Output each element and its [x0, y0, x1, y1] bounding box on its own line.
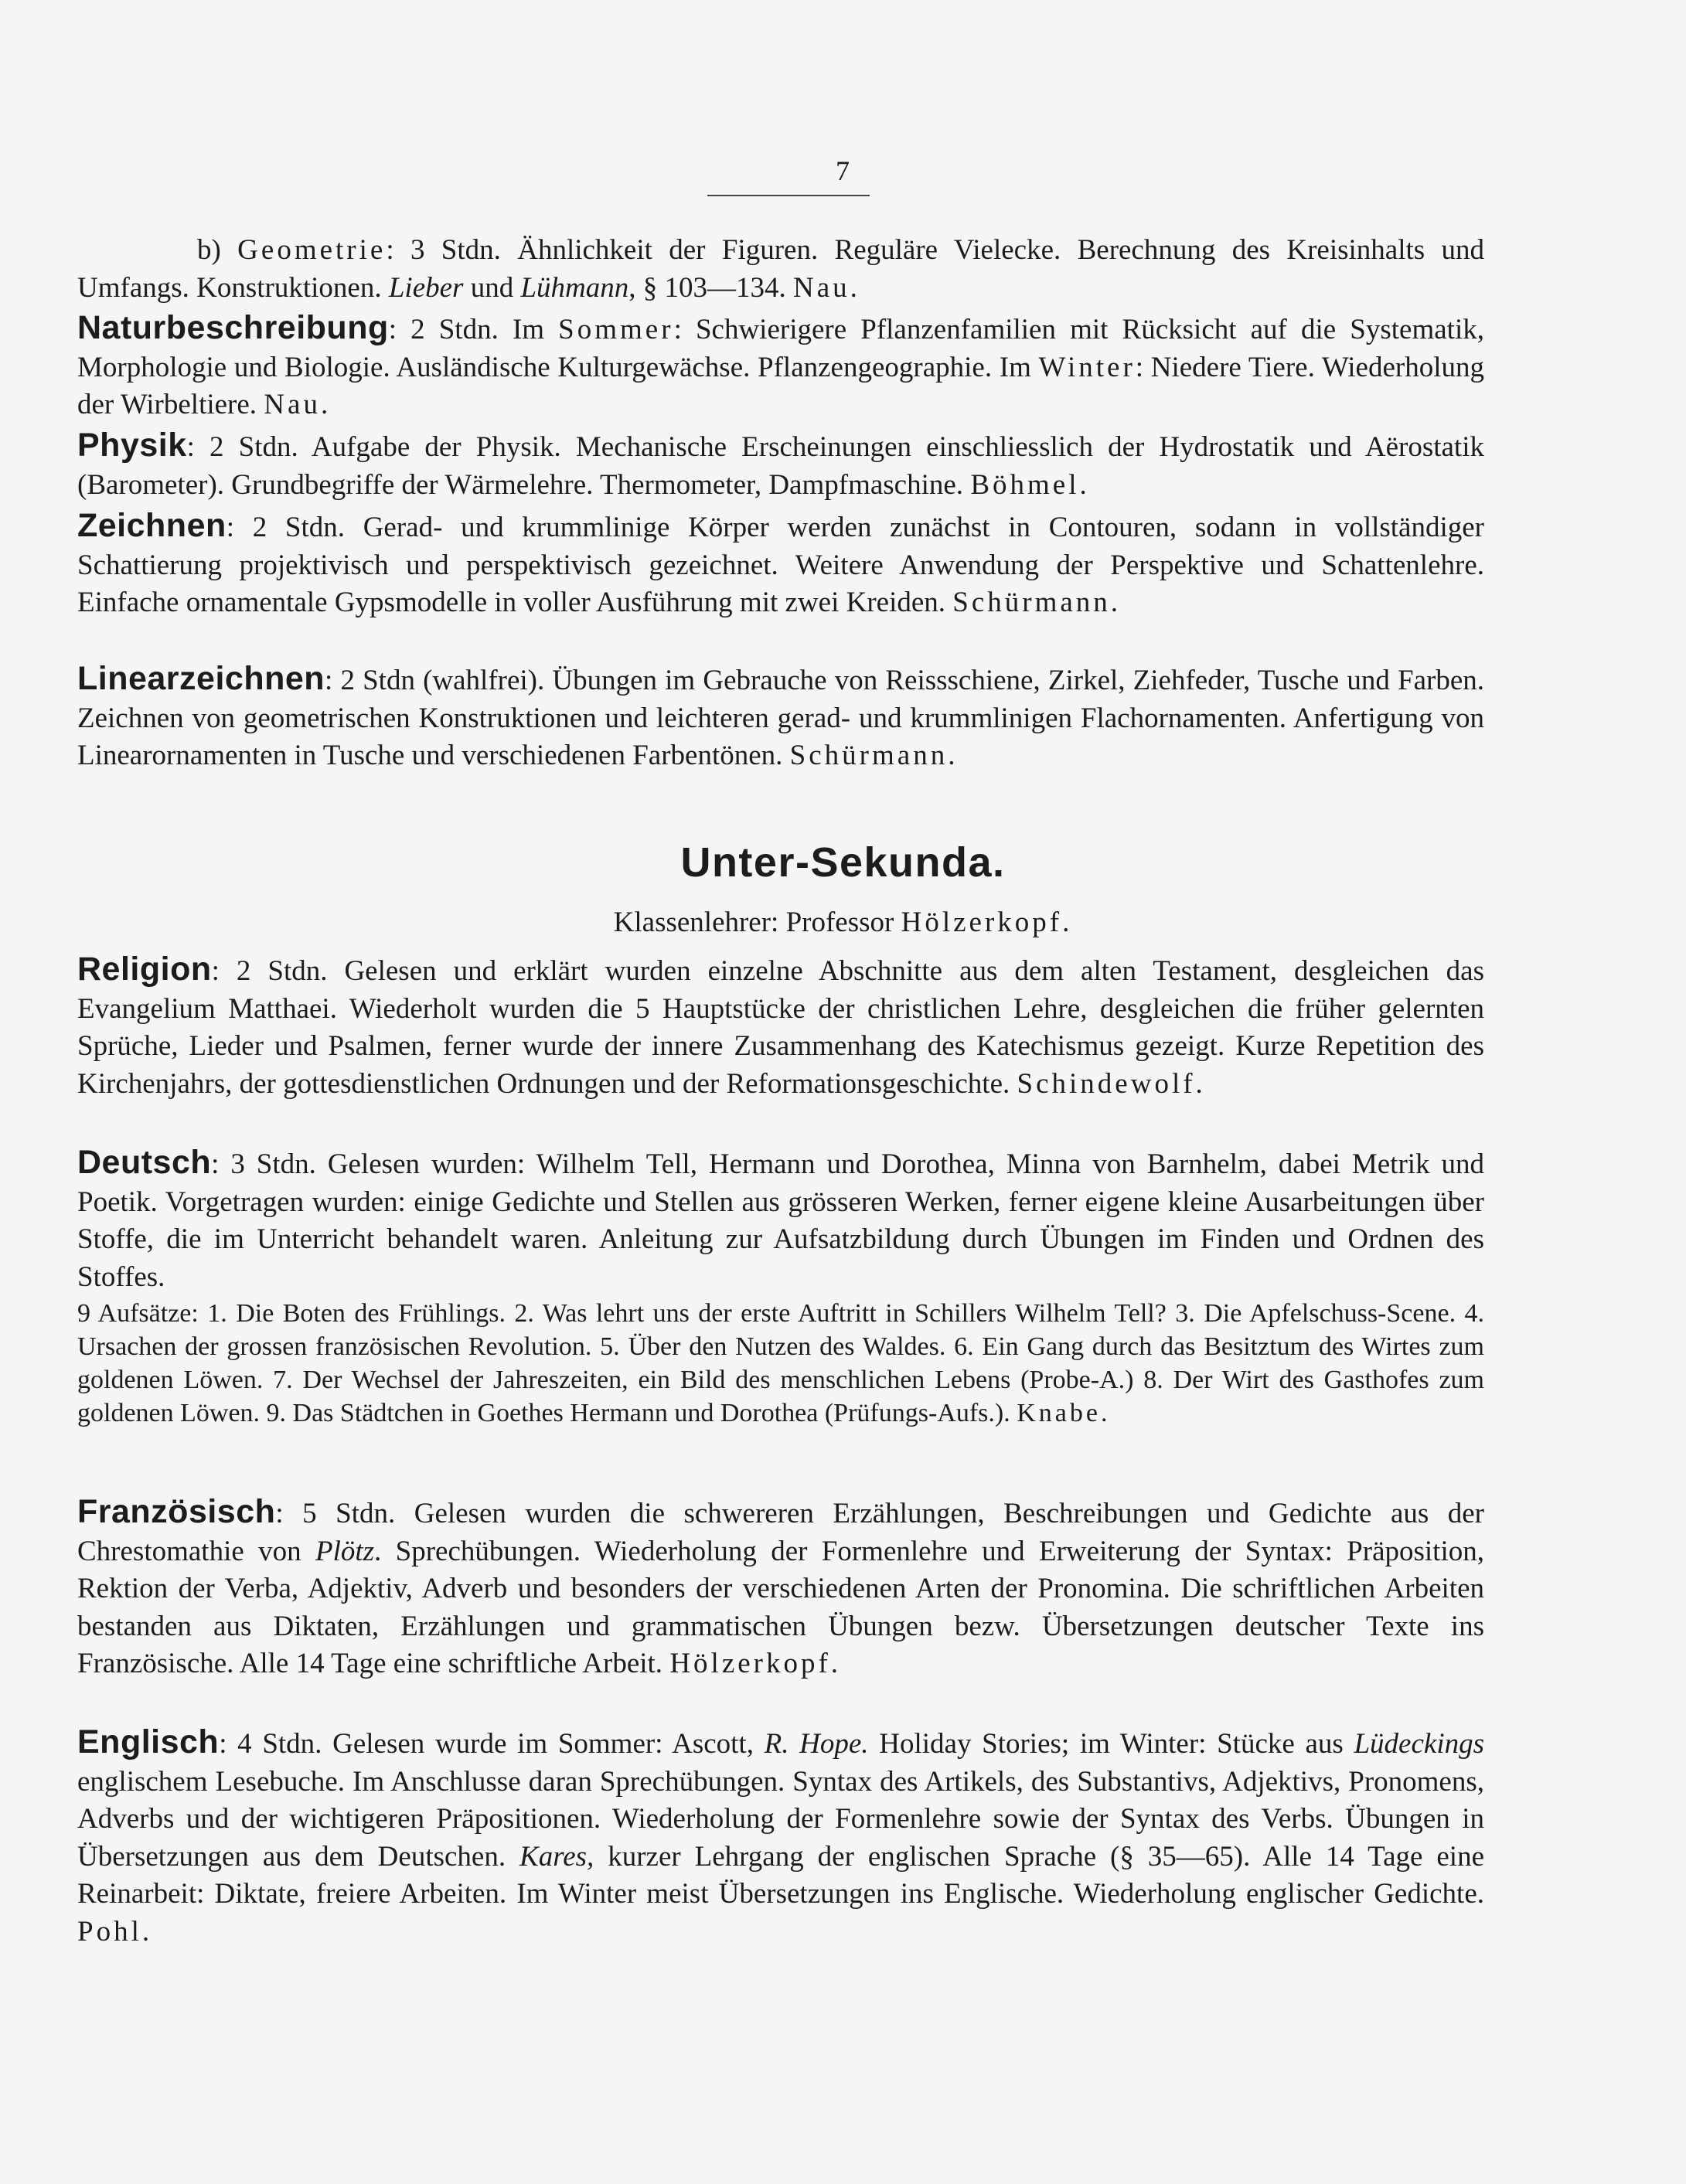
- englisch-text-2: Holiday Stories; im Winter: Stücke aus: [868, 1728, 1354, 1760]
- zeichnen-text: : 2 Stdn. Gerad- und krummlinige Körper werden zunächst in Contouren, sodann in vollständiger Schattierung projektivisch und perspektivisch gezeichnet. Weitere Anwendung der Perspektive und Schattenlehre. Einfache ornamentale Gypsmodelle in voller Ausführung mit zwei Kreiden.: [77, 512, 1484, 618]
- physik-text: : 2 Stdn. Aufgabe der Physik. Mechanische Erscheinungen einschliesslich der Hydrostatik und Aërostatik (Barometer). Grundbegriffe der Wärmelehre. Thermometer, Dampfmaschine.: [77, 431, 1484, 501]
- naturbeschreibung-text: : 2 Stdn. Im: [388, 314, 559, 345]
- section-title: Unter-Sekunda.: [680, 839, 1006, 886]
- klassenlehrer-line: [0, 906, 1686, 939]
- englisch-text-4: kurzer Lehrgang der englischen Sprache (§ 35—65). Alle 14 Tage eine Reinarbeit: Diktate, freiere Arbeiten. Im Winter meist Übersetzungen ins Englische. Wiederholung englischer Gedichte.: [77, 1840, 1485, 1910]
- geometrie-label: Geometrie: [237, 234, 387, 266]
- naturbeschreibung-paragraph: [77, 309, 1484, 424]
- linearzeichnen-label: Linearzeichnen: [77, 660, 325, 697]
- physik-label: Physik: [77, 427, 187, 464]
- physik-paragraph: [77, 427, 1484, 504]
- klassenlehrer-name: Hölzerkopf.: [901, 907, 1073, 938]
- deutsch-text: : 3 Stdn. Gelesen wurden: Wilhelm Tell, Hermann und Dorothea, Minna von Barnhelm, dabei Metrik und Poetik. Vorgetragen wurden: einige Gedichte und Stellen aus grösseren Werken, ferner eigene kleine Ausarbeitungen über Stoffe, die im Unterricht behandelt waren. Anleitung zur Aufsatzbildung durch Übungen im Finden und Ordnen des Stoffes.: [77, 1148, 1484, 1293]
- franzoesisch-book-ploetz: Plötz: [315, 1535, 375, 1567]
- religion-teacher: Schindewolf.: [1017, 1067, 1206, 1100]
- linearzeichnen-paragraph: [77, 660, 1484, 775]
- englisch-paragraph: [77, 1723, 1484, 1951]
- naturbeschreibung-winter: Winter: [1038, 351, 1136, 383]
- englisch-book-hope: R. Hope.: [764, 1728, 869, 1760]
- religion-paragraph: [77, 951, 1484, 1103]
- englisch-label: Englisch: [77, 1723, 220, 1760]
- naturbeschreibung-text-3: : Niedere Tiere. Wiederholung der Wirbeltiere.: [77, 351, 1484, 420]
- page-number: 7: [836, 155, 850, 186]
- deutsch-label: Deutsch: [77, 1144, 212, 1181]
- naturbeschreibung-sommer: Sommer: [558, 314, 674, 345]
- geometrie-paragraph: [77, 232, 1484, 307]
- deutsch-paragraph: [77, 1144, 1484, 1296]
- franzoesisch-label: Französisch: [77, 1493, 276, 1530]
- zeichnen-teacher: Schürmann.: [952, 587, 1122, 618]
- englisch-book-kares: Kares,: [519, 1840, 594, 1873]
- geometrie-teacher: Nau.: [793, 271, 860, 304]
- englisch-teacher: Pohl.: [77, 1915, 153, 1948]
- religion-text: : 2 Stdn. Gelesen und erklärt wurden einzelne Abschnitte aus dem alten Testament, desgleichen das Evangelium Matthaei. Wiederholt wurden die 5 Hauptstücke der christlichen Lehre, desgleichen die früher gelernten Sprüche, Lieder und Psalmen, ferner wurde der innere Zusammenhang des Katechismus gezeigt. Kurze Repetition des Kirchenjahrs, der gottesdienstlichen Ordnungen und der Reformationsgeschichte.: [77, 955, 1484, 1100]
- geometrie-text-end: , § 103—134.: [628, 271, 786, 304]
- geometrie-mid: und: [463, 271, 521, 304]
- deutsch-aufsaetze-list: 9 Aufsätze: 1. Die Boten des Frühlings. 2. Was lehrt uns der erste Auftritt in Schillers Wilhelm Tell? 3. Die Apfelschuss-Scene. 4. Ursachen der grossen französischen Revolution. 5. Über den Nutzen des Waldes. 6. Ein Gang durch das Besitztum des Wirtes zum goldenen Löwen. 7. Der Wechsel der Jahreszeiten, ein Bild des menschlichen Lebens (Probe-A.) 8. Der Wirt des Gasthofes zum goldenen Löwen. 9. Das Städtchen in Goethes Hermann und Dorothea (Prüfungs-Aufs.).: [77, 1299, 1484, 1427]
- physik-teacher: Böhmel.: [970, 468, 1090, 501]
- geometrie-lead: b): [197, 234, 238, 266]
- franzoesisch-text-2: . Sprechübungen. Wiederholung der Formenlehre und Erweiterung der Syntax: Präposition, Rektion der Verba, Adjektiv, Adverb und besonders der verschiedenen Arten der Pronomina. Die schriftlichen Arbeiten bestanden aus Diktaten, Erzählungen und grammatischen Übungen bezw. Übersetzungen deutscher Texte ins Französische. Alle 14 Tage eine schriftliche Arbeit.: [77, 1535, 1484, 1679]
- franzoesisch-teacher: Hölzerkopf.: [669, 1648, 842, 1679]
- deutsch-aufsaetze: [77, 1297, 1484, 1430]
- zeichnen-label: Zeichnen: [77, 507, 227, 544]
- page-number-rule: [707, 195, 870, 196]
- franzoesisch-text: : 5 Stdn. Gelesen wurden die schwereren Erzählungen, Beschreibungen und Gedichte aus der Chrestomathie von: [77, 1498, 1484, 1567]
- naturbeschreibung-text-2: : Schwierigere Pflanzenfamilien mit Rücksicht auf die Systematik, Morphologie und Biologie. Ausländische Kulturgewächse. Pflanzengeographie. Im: [77, 314, 1484, 383]
- geometrie-book-lieber: Lieber: [388, 271, 464, 304]
- linearzeichnen-teacher: Schürmann.: [789, 740, 959, 771]
- linearzeichnen-text: : 2 Stdn (wahlfrei). Übungen im Gebrauche von Reissschiene, Zirkel, Ziehfeder, Tusche und Farben. Zeichnen von geometrischen Konstruktionen und leichteren gerad- und krummlinigen Flachornamenten. Anfertigung von Linearornamenten in Tusche und verschiedenen Farbentönen.: [77, 665, 1484, 771]
- naturbeschreibung-label: Naturbeschreibung: [77, 309, 389, 346]
- geometrie-book-luehmann: Lühmann: [520, 271, 629, 304]
- englisch-text: : 4 Stdn. Gelesen wurde im Sommer: Ascott,: [219, 1728, 765, 1760]
- zeichnen-paragraph: [77, 507, 1484, 622]
- deutsch-teacher: Knabe.: [1017, 1399, 1111, 1427]
- klassenlehrer-label: Klassenlehrer: Professor: [613, 907, 901, 938]
- geometrie-text: : 3 Stdn. Ähnlichkeit der Figuren. Reguläre Vielecke. Berechnung des Kreisinhalts und Umfangs. Konstruktionen.: [77, 234, 1484, 304]
- englisch-book-luedeckings: Lüdeckings: [1354, 1728, 1485, 1760]
- englisch-text-3: englischem Lesebuche. Im Anschlusse daran Sprechübungen. Syntax des Artikels, des Substantivs, Adjektivs, Pronomens, Adverbs und der wichtigeren Präpositionen. Wiederholung der Formenlehre sowie der Syntax des Verbs. Übungen in Übersetzungen aus dem Deutschen.: [77, 1765, 1484, 1873]
- franzoesisch-paragraph: [77, 1493, 1484, 1683]
- naturbeschreibung-teacher: Nau.: [264, 389, 332, 420]
- religion-label: Religion: [77, 951, 212, 988]
